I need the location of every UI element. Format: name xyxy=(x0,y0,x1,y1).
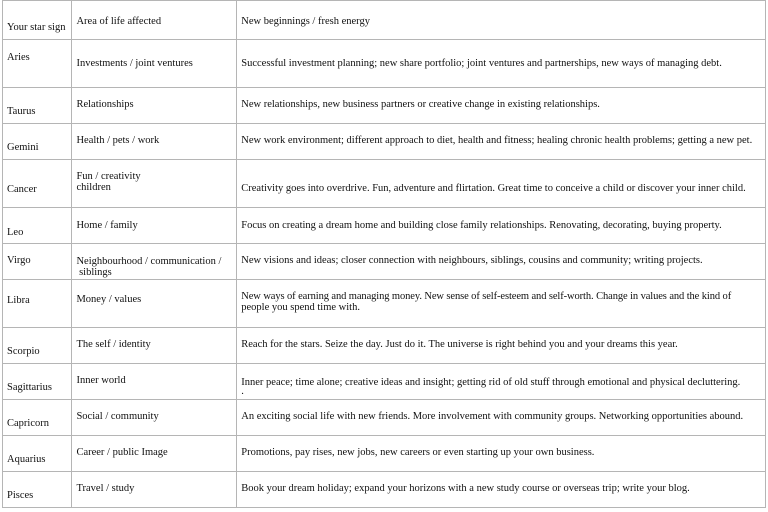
effect-cell xyxy=(236,207,766,243)
area-text: Investments / joint ventures xyxy=(76,58,193,69)
sign-cell xyxy=(2,123,71,159)
effect-text: New work environment; different approach to diet, health and fitness; healing chronic health problems; getting a new pet. xyxy=(241,135,753,146)
effect-cell xyxy=(236,363,766,399)
table-row xyxy=(2,39,766,87)
sign-cell xyxy=(2,207,71,243)
table-row xyxy=(2,279,766,327)
effect-text: New relationships, new business partners or creative change in existing relationships. xyxy=(241,99,600,110)
sign-cell xyxy=(2,435,71,471)
table-row xyxy=(2,327,766,363)
area-cell xyxy=(71,399,236,435)
table-row xyxy=(2,159,766,207)
effect-cell xyxy=(236,243,766,279)
effect-cell xyxy=(236,159,766,207)
area-cell xyxy=(71,87,236,123)
sign-cell xyxy=(2,363,71,399)
star-sign-table xyxy=(2,0,766,508)
sign-cell xyxy=(2,243,71,279)
area-cell xyxy=(71,327,236,363)
header-area-cell xyxy=(71,0,236,39)
table-row xyxy=(2,471,766,508)
header-effect: New beginnings / fresh energy xyxy=(241,16,370,27)
table-row xyxy=(2,399,766,435)
header-sign-cell xyxy=(2,0,71,39)
sign-cell xyxy=(2,471,71,508)
sign-cell xyxy=(2,399,71,435)
effect-text: Book your dream holiday; expand your horizons with a new study course or overseas trip; write your blog. xyxy=(241,483,690,494)
effect-text: Focus on creating a dream home and building close family relationships. Renovating, decorating, buying property. xyxy=(241,220,722,231)
effect-cell xyxy=(236,327,766,363)
effect-text: New visions and ideas; closer connection with neighbours, siblings, cousins and community; writing projects. xyxy=(241,255,703,266)
effect-text: Promotions, pay rises, new jobs, new careers or even starting up your own business. xyxy=(241,447,595,458)
sign-name: Scorpio xyxy=(7,346,40,357)
area-text-line-1: Fun / creativity xyxy=(76,171,141,182)
area-text-line-2: siblings xyxy=(76,267,112,278)
header-area: Area of life affected xyxy=(76,16,162,27)
sign-name: Capricorn xyxy=(7,418,49,429)
sign-name: Cancer xyxy=(7,184,37,195)
area-cell xyxy=(71,207,236,243)
table-row xyxy=(2,435,766,471)
area-text: Money / values xyxy=(76,294,142,305)
area-cell xyxy=(71,39,236,87)
area-cell xyxy=(71,363,236,399)
table-header-row xyxy=(2,0,766,39)
area-text: Health / pets / work xyxy=(76,135,160,146)
effect-text-line-1: New ways of earning and managing money. New sense of self-esteem and self-worth. Change in values and the kind of xyxy=(241,291,732,302)
area-cell xyxy=(71,123,236,159)
sign-name: Virgo xyxy=(7,255,31,266)
header-sign: Your star sign xyxy=(7,22,66,33)
area-text: Inner world xyxy=(76,375,126,386)
table-row xyxy=(2,123,766,159)
sign-name: Leo xyxy=(7,227,24,238)
area-text: The self / identity xyxy=(76,339,151,350)
sign-name: Libra xyxy=(7,295,30,306)
effect-text-line-2: . xyxy=(241,386,244,397)
sign-name: Pisces xyxy=(7,490,34,501)
area-cell xyxy=(71,471,236,508)
area-text-line-1: Neighbourhood / communication / xyxy=(76,256,222,267)
sign-cell xyxy=(2,279,71,327)
area-cell xyxy=(71,243,236,279)
effect-cell xyxy=(236,279,766,327)
effect-cell xyxy=(236,399,766,435)
area-cell xyxy=(71,435,236,471)
effect-text-line-1: Inner peace; time alone; creative ideas and insight; getting rid of old stuff through emotional and physical decluttering. xyxy=(241,377,741,388)
area-text: Home / family xyxy=(76,220,138,231)
table-row xyxy=(2,363,766,399)
sign-name: Taurus xyxy=(7,106,36,117)
sign-name: Gemini xyxy=(7,142,39,153)
table-row xyxy=(2,87,766,123)
effect-cell xyxy=(236,435,766,471)
effect-cell xyxy=(236,123,766,159)
table-row xyxy=(2,207,766,243)
effect-cell xyxy=(236,87,766,123)
effect-text: An exciting social life with new friends. More involvement with community groups. Networking opportunities abound. xyxy=(241,411,744,422)
header-effect-cell xyxy=(236,0,766,39)
effect-text: Creativity goes into overdrive. Fun, adventure and flirtation. Great time to conceive a child or discover your inner child. xyxy=(241,183,746,194)
effect-cell xyxy=(236,39,766,87)
sign-cell xyxy=(2,87,71,123)
area-text: Travel / study xyxy=(76,483,135,494)
area-text: Relationships xyxy=(76,99,134,110)
sign-name: Aries xyxy=(7,52,30,63)
sign-name: Sagittarius xyxy=(7,382,52,393)
sign-cell xyxy=(2,39,71,87)
area-cell xyxy=(71,159,236,207)
sign-name: Aquarius xyxy=(7,454,46,465)
effect-cell xyxy=(236,471,766,508)
sign-cell xyxy=(2,159,71,207)
effect-text-line-2: people you spend time with. xyxy=(241,302,360,313)
sign-cell xyxy=(2,327,71,363)
area-text: Career / public Image xyxy=(76,447,168,458)
area-text-line-2: children xyxy=(76,182,111,193)
effect-text: Successful investment planning; new share portfolio; joint ventures and partnerships, new ways of managing debt. xyxy=(241,58,722,69)
effect-text: Reach for the stars. Seize the day. Just do it. The universe is right behind you and your dreams this year. xyxy=(241,339,678,350)
area-text: Social / community xyxy=(76,411,159,422)
table-row xyxy=(2,243,766,279)
area-cell xyxy=(71,279,236,327)
